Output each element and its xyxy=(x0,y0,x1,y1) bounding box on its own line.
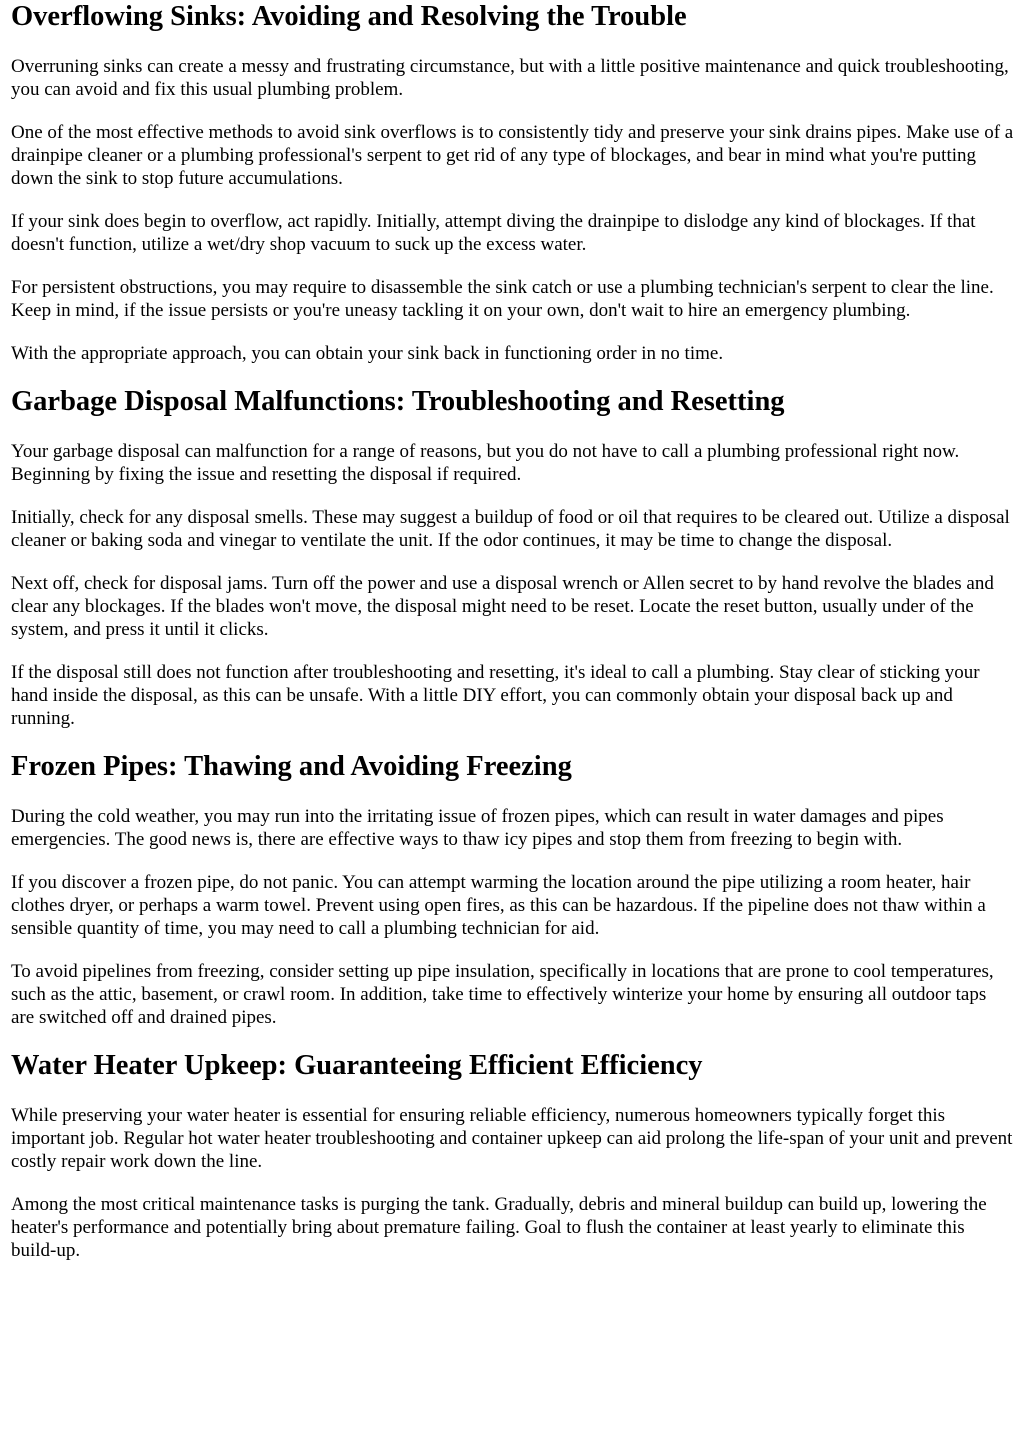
paragraph: During the cold weather, you may run into the irritating issue of frozen pipes, which can result in water damages and pipes emergencies. The good news is, there are effective ways to thaw icy pipes and stop them from freezing to begin with. xyxy=(11,806,944,850)
section-frozen-pipes xyxy=(11,750,1014,1029)
paragraph: One of the most effective methods to avoid sink overflows is to consistently tidy and preserve your sink drains pipes. Make use of a drainpipe cleaner or a plumbing professional's serpent to get rid of any type of blockages, and bear in mind what you're putting down the sink to stop future accumulations. xyxy=(11,122,1014,189)
paragraph: If your sink does begin to overflow, act rapidly. Initially, attempt diving the drainpipe to dislodge any kind of blockages. If that doesn't function, utilize a wet/dry shop vacuum to suck up the excess water. xyxy=(11,211,976,255)
section-overflowing-sinks xyxy=(11,0,1014,365)
paragraph: Overruning sinks can create a messy and frustrating circumstance, but with a little positive maintenance and quick troubleshooting, you can avoid and fix this usual plumbing problem. xyxy=(11,56,1009,100)
section-heading: Garbage Disposal Malfunctions: Troubleshooting and Resetting xyxy=(11,386,785,417)
paragraph: Initially, check for any disposal smells. These may suggest a buildup of food or oil that requires to be cleared out. Utilize a disposal cleaner or baking soda and vinegar to ventilate the unit. If the odor continues, it may be time to change the disposal. xyxy=(11,507,1010,551)
section-heading: Overflowing Sinks: Avoiding and Resolving the Trouble xyxy=(11,1,687,32)
paragraph: For persistent obstructions, you may require to disassemble the sink catch or use a plumbing technician's serpent to clear the line. Keep in mind, if the issue persists or you're uneasy tackling it on your own, don't wait to hire an emergency plumbing. xyxy=(11,277,994,321)
paragraph: While preserving your water heater is essential for ensuring reliable efficiency, numerous homeowners typically forget this important job. Regular hot water heater troubleshooting and container upkeep can aid prolong the life-span of your unit and prevent costly repair work down the line. xyxy=(11,1105,1013,1172)
paragraph: To avoid pipelines from freezing, consider setting up pipe insulation, specifically in locations that are prone to cool temperatures, such as the attic, basement, or crawl room. In addition, take time to effectively winterize your home by ensuring all outdoor taps are switched off and drained pipes. xyxy=(11,961,994,1028)
paragraph: Among the most critical maintenance tasks is purging the tank. Gradually, debris and mineral buildup can build up, lowering the heater's performance and potentially bring about premature failing. Goal to flush the container at least yearly to eliminate this build-up. xyxy=(11,1194,987,1261)
paragraph: Next off, check for disposal jams. Turn off the power and use a disposal wrench or Allen secret to by hand revolve the blades and clear any blockages. If the blades won't move, the disposal might need to be reset. Locate the reset button, usually under of the system, and press it until it clicks. xyxy=(11,573,994,640)
paragraph: With the appropriate approach, you can obtain your sink back in functioning order in no time. xyxy=(11,343,724,364)
paragraph: If you discover a frozen pipe, do not panic. You can attempt warming the location around the pipe utilizing a room heater, hair clothes dryer, or perhaps a warm towel. Prevent using open fires, as this can be hazardous. If the pipeline does not thaw within a sensible quantity of time, you may need to call a plumbing technician for aid. xyxy=(11,872,986,939)
paragraph: If the disposal still does not function after troubleshooting and resetting, it's ideal to call a plumbing. Stay clear of sticking your hand inside the disposal, as this can be unsafe. With a little DIY effort, you can commonly obtain your disposal back up and running. xyxy=(11,662,980,729)
section-garbage-disposal xyxy=(11,385,1014,730)
section-heading: Water Heater Upkeep: Guaranteeing Efficient Efficiency xyxy=(11,1050,703,1081)
section-heading: Frozen Pipes: Thawing and Avoiding Freezing xyxy=(11,751,572,782)
section-water-heater xyxy=(11,1049,1014,1262)
paragraph: Your garbage disposal can malfunction for a range of reasons, but you do not have to call a plumbing professional right now. Beginning by fixing the issue and resetting the disposal if required. xyxy=(11,441,960,485)
